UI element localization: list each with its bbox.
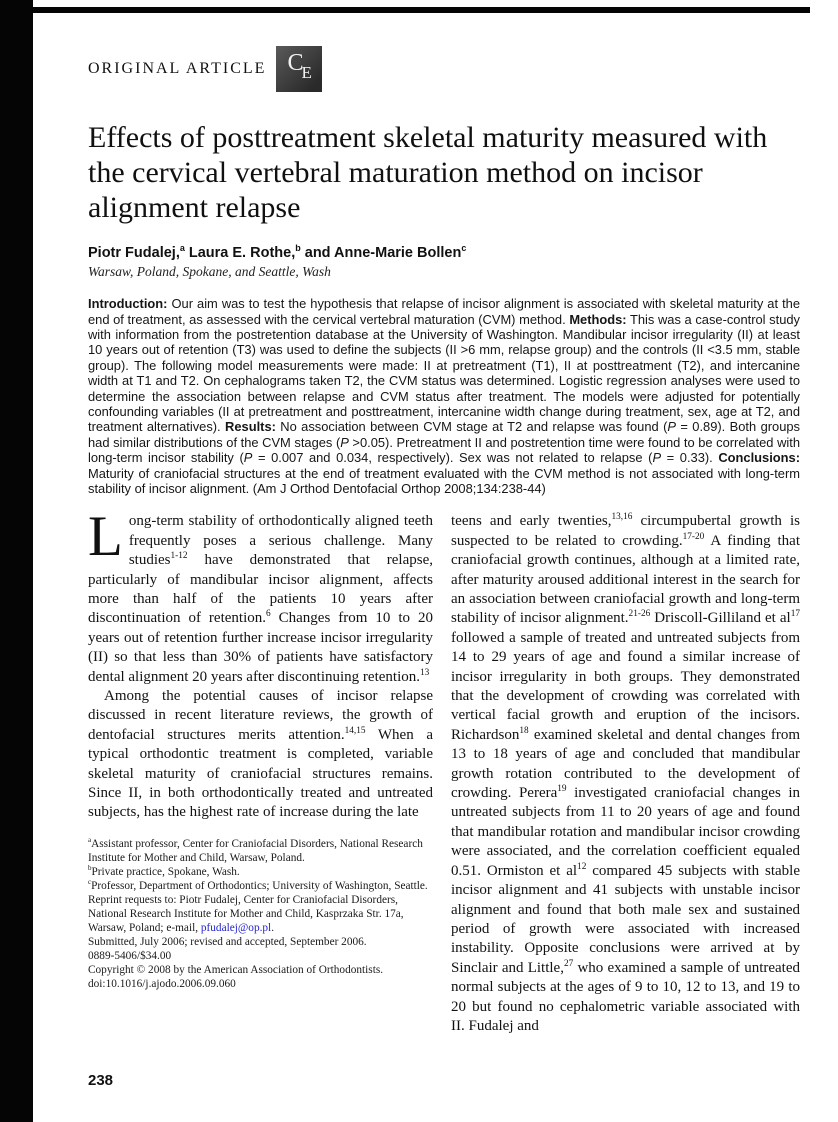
body-paragraph-2: Among the potential causes of incisor relapse discussed in recent literature reviews, the growth of dentofacial structures merits attention.$^{14,15}$ When a typical orthodontic treatment is completed, variable skeletal maturity of craniofacial structures remains. Since II, in both orthodontically treated and untreated subjects, has the highest rate of increase during the late — [88, 688, 433, 821]
ce-logo-letter-c: C — [287, 50, 304, 76]
footnote-submission-dates: Submitted, July 2006; revised and accepted, September 2006. — [88, 935, 367, 948]
footnote-doi: doi:10.1016/j.ajodo.2006.09.060 — [88, 977, 236, 990]
authors-line: Piotr Fudalej,$^a$ Laura E. Rothe,$^b$ and Anne-Marie Bollen$^c$ — [88, 243, 467, 262]
body-left-column — [88, 505, 433, 1036]
footnote-issn-price: 0889-5406/$34.00 — [88, 949, 172, 962]
footnote-affiliation-c: $^c$Professor, Department of Orthodontics; University of Washington, Seattle. — [88, 878, 428, 892]
footnote-affiliation-a: $^a$Assistant professor, Center for Craniofacial Disorders, National Research Institute for Mother and Child, Warsaw, Poland. — [88, 836, 423, 864]
ce-logo-letter-e: E — [301, 63, 312, 82]
abstract-paragraph: Introduction: Our aim was to test the hypothesis that relapse of incisor alignment is associated with skeletal maturity at the end of treatment, as assessed with the cervical vertebral maturation (CVM) method. Methods: This was a case-control study with information from the postretention database at the University of Washington. Mandibular incisor irregularity (II) at least 10 years out of retention (T3) was used to define the subjects (II >6 mm, relapse group) and the controls (II <3.5 mm, stable group). The following model measurements were made: II at pretreatment (T1), II at posttreatment (T2), and intercanine width at T1 and T2. On cephalograms taken T2, the CVM status was determined. Logistic regression analyses were used to determine the association between relapse and CVM status after treatment. The models were adjusted for potentially confounding variables (II at pretreatment and posttreatment, intercanine width change during treatment, sex, age at T2, and treatment alternatives). Results: No association between CVM stage at T2 and relapse was found (P = 0.89). Both groups had similar distributions of the CVM stages (P >0.05). Pretreatment II and postretention time were found to be correlated with long-term incisor stability (P = 0.007 and 0.034, respectively). Sex was not related to relapse (P = 0.33). Conclusions: Maturity of craniofacial structures at the end of treatment evaluated with the CVM method is not associated with long-term stability of incisor alignment. (Am J Orthod Dentofacial Orthop 2008;134:238-44) — [88, 296, 800, 496]
body-paragraph-3: teens and early twenties,$^{13,16}$ circumpubertal growth is suspected to be related to crowding.$^{17-20}$ A finding that craniofacial growth continues, although at a limited rate, after maturity aroused additional interest in the search for an association between craniofacial growth and long-term stability of incisor alignment.$^{21-26}$ Driscoll-Gilliland et $al^{17}$ followed a sample of treated and untreated subjects from 14 to 29 years of age and found a similar increase of incisor irregularity in both groups. They demonstrated that the development of crowding was correlated with vertical facial growth and eruption of the incisors. Richardson$^{18}$ examined skeletal and dental changes from 13 to 18 years of age and concluded that mandibular growth rotation contributed to the development of crowding. Perera$^{19}$ investigated craniofacial changes in untreated subjects from 11 to 20 years of age and found that mandibular rotation and mandibular incisor crowding were associated, and the correlation coefficient equaled 0.51. Ormiston et $al^{12}$ compared 45 subjects with stable incisor alignment and 41 subjects with unstable incisor alignment and found that both male sex and sustained period of growth were associated with increased instability. Opposite conclusions were arrived at by Sinclair and Little,$^{27}$ who examined a sample of untreated normal subjects at the ages of 9 to 10, 12 to 13, and 19 to 20 but found no cephalometric variable associated with II. Fudalej and — [451, 512, 801, 1034]
footnotes-block — [88, 837, 433, 991]
body-right-column — [451, 512, 800, 1036]
page-number: 238 — [88, 1072, 114, 1089]
dropcap-letter: L — [88, 505, 123, 569]
scan-edge-left — [0, 0, 33, 1122]
page-content — [88, 0, 801, 1089]
footnote-copyright: Copyright © 2008 by the American Association of Orthodontists. — [88, 963, 384, 976]
email-link[interactable]: pfudalej@op.pl — [200, 921, 272, 934]
body-paragraph-1: Long-term stability of orthodontically aligned teeth frequently poses a serious challenge. Many studies$^{1-12}$ have demonstrated that relapse, particularly of mandibular incisor alignment, affects more than half of the patients 10 years after discontinuation of retention.$^6$ Changes from 10 to 20 years out of retention further increase incisor irregularity (II) so that less than 30% of patients have satisfactory dental alignment 20 years after discontinuing retention.$^{13}$ — [88, 505, 433, 685]
affiliation-line: Warsaw, Poland, Spokane, and Seattle, Wash — [88, 264, 331, 280]
article-type-label: ORIGINAL ARTICLE — [88, 60, 267, 77]
body-columns — [88, 505, 801, 1036]
footnote-affiliation-b: $^b$Private practice, Spokane, Wash. — [88, 864, 240, 878]
footnote-reprint-requests[interactable]: Reprint requests to: Piotr Fudalej, Center for Craniofacial Disorders, National Research Institute for Mother and Child, Kasprzaka Str. 17a, Warsaw, Poland; e-mail, pfudalej@op.pl. — [88, 893, 404, 934]
page-title: Effects of posttreatment skeletal maturity measured with the cervical vertebral maturation method on incisor alignment relapse — [88, 121, 768, 224]
article-header — [88, 46, 800, 92]
ce-logo-icon — [276, 46, 322, 92]
